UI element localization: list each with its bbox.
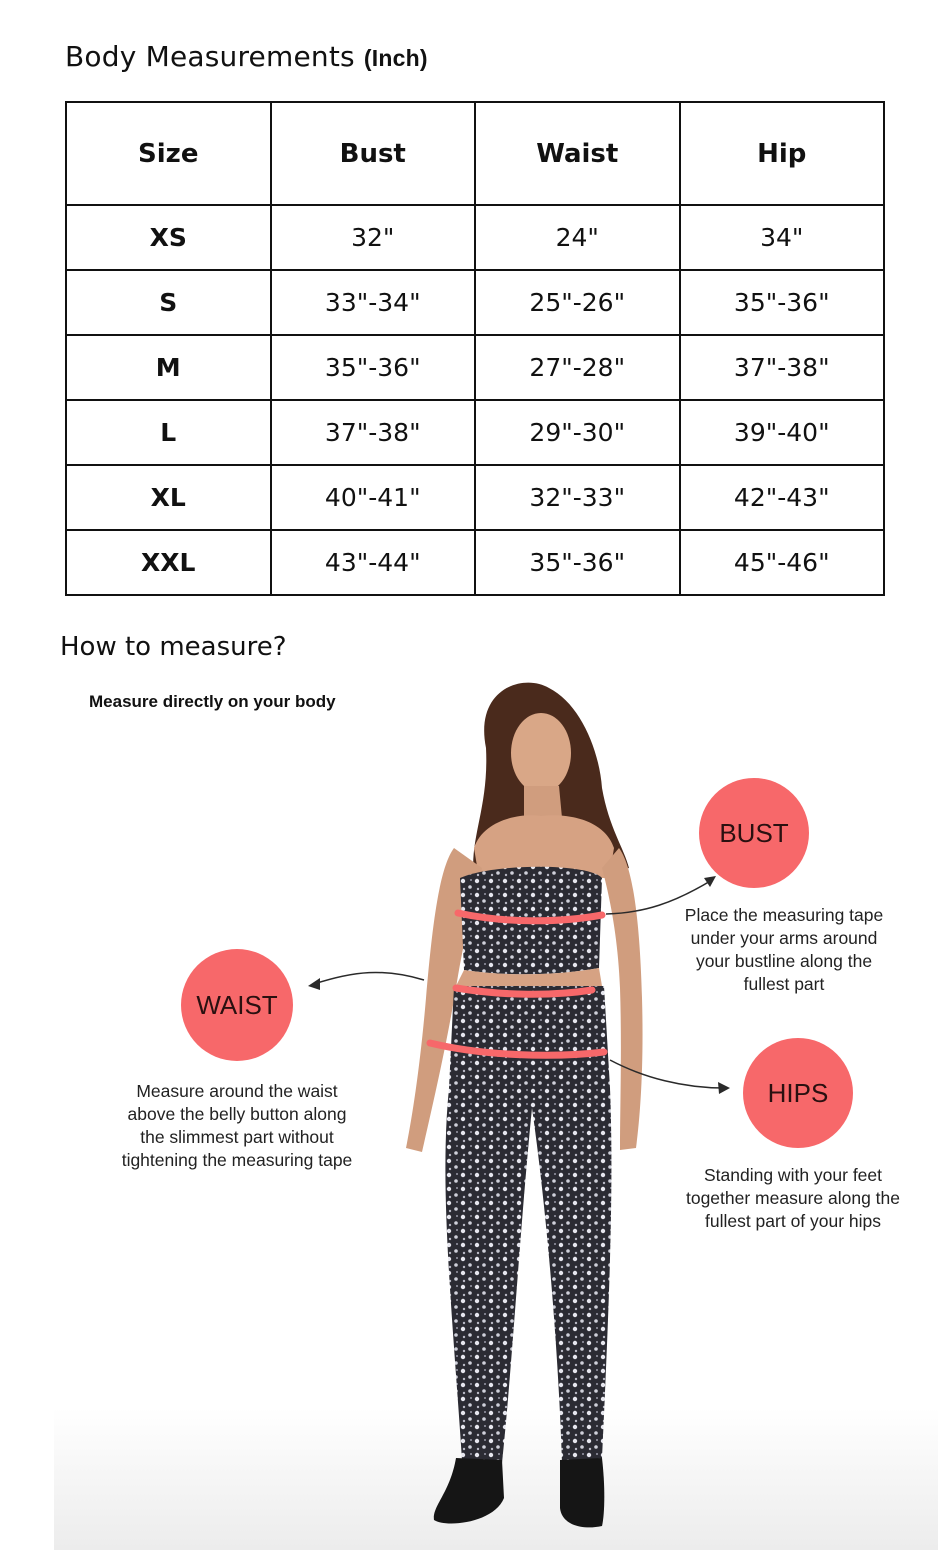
size-cell: XS <box>66 205 271 270</box>
bust-cell: 43"-44" <box>271 530 476 595</box>
hip-cell: 39"-40" <box>680 400 885 465</box>
column-header-waist: Waist <box>475 102 680 205</box>
table-row <box>66 465 884 530</box>
hips-description-line: fullest part of your hips <box>704 1211 882 1231</box>
table-row <box>66 270 884 335</box>
hip-cell: 37"-38" <box>680 335 885 400</box>
size-cell: XL <box>66 465 271 530</box>
hips-description-line: Standing with your feet <box>703 1165 883 1185</box>
hips-description <box>662 1164 924 1233</box>
bust-description-line: Place the measuring tape <box>684 905 884 925</box>
column-header-bust: Bust <box>271 102 476 205</box>
waist-description-line: above the belly button along <box>127 1104 347 1124</box>
bust-cell: 33"-34" <box>271 270 476 335</box>
waist-badge <box>181 949 293 1061</box>
waist-cell: 24" <box>475 205 680 270</box>
waist-arrow <box>314 972 424 984</box>
page-title <box>65 40 428 73</box>
waist-cell: 32"-33" <box>475 465 680 530</box>
table-header-row <box>66 102 884 205</box>
waist-arrowhead <box>308 978 320 990</box>
bust-badge <box>699 778 809 888</box>
neck <box>524 786 562 818</box>
column-header-size: Size <box>66 102 271 205</box>
waist-cell: 29"-30" <box>475 400 680 465</box>
bust-arrowhead <box>704 876 716 887</box>
table-row <box>66 335 884 400</box>
size-chart-table <box>65 101 885 596</box>
hip-cell: 35"-36" <box>680 270 885 335</box>
size-cell: M <box>66 335 271 400</box>
bust-cell: 37"-38" <box>271 400 476 465</box>
hips-arrowhead <box>718 1082 730 1094</box>
bust-description <box>664 904 904 996</box>
table-row <box>66 205 884 270</box>
waist-description-line: Measure around the waist <box>136 1081 338 1101</box>
table-row <box>66 400 884 465</box>
bust-label: BUST <box>719 817 789 848</box>
waist-description <box>99 1080 375 1172</box>
bust-description-line: under your arms around <box>690 928 878 948</box>
measurement-guide-figure <box>54 668 938 1550</box>
size-cell: L <box>66 400 271 465</box>
waist-cell: 35"-36" <box>475 530 680 595</box>
page-title-text: Body Measurements <box>65 40 355 73</box>
bust-description-line: fullest part <box>743 974 825 994</box>
waist-cell: 25"-26" <box>475 270 680 335</box>
figure-subtitle: Measure directly on your body <box>89 692 336 711</box>
hip-cell: 42"-43" <box>680 465 885 530</box>
size-cell: S <box>66 270 271 335</box>
page-title-unit: (Inch) <box>363 45 428 71</box>
right-shoe <box>560 1458 604 1527</box>
waist-cell: 27"-28" <box>475 335 680 400</box>
bust-cell: 32" <box>271 205 476 270</box>
waist-label: WAIST <box>196 989 278 1020</box>
bust-cell: 35"-36" <box>271 335 476 400</box>
bust-description-line: your bustline along the <box>695 951 873 971</box>
hips-label: HIPS <box>767 1077 829 1108</box>
hips-description-line: together measure along the <box>685 1188 901 1208</box>
hip-cell: 34" <box>680 205 885 270</box>
table-row <box>66 530 884 595</box>
waist-description-line: tightening the measuring tape <box>121 1150 353 1170</box>
column-header-hip: Hip <box>680 102 885 205</box>
face <box>511 713 571 793</box>
bust-cell: 40"-41" <box>271 465 476 530</box>
size-cell: XXL <box>66 530 271 595</box>
hips-badge <box>743 1038 853 1148</box>
how-to-measure-title: How to measure? <box>60 632 287 662</box>
hip-cell: 45"-46" <box>680 530 885 595</box>
waist-description-line: the slimmest part without <box>140 1127 334 1147</box>
